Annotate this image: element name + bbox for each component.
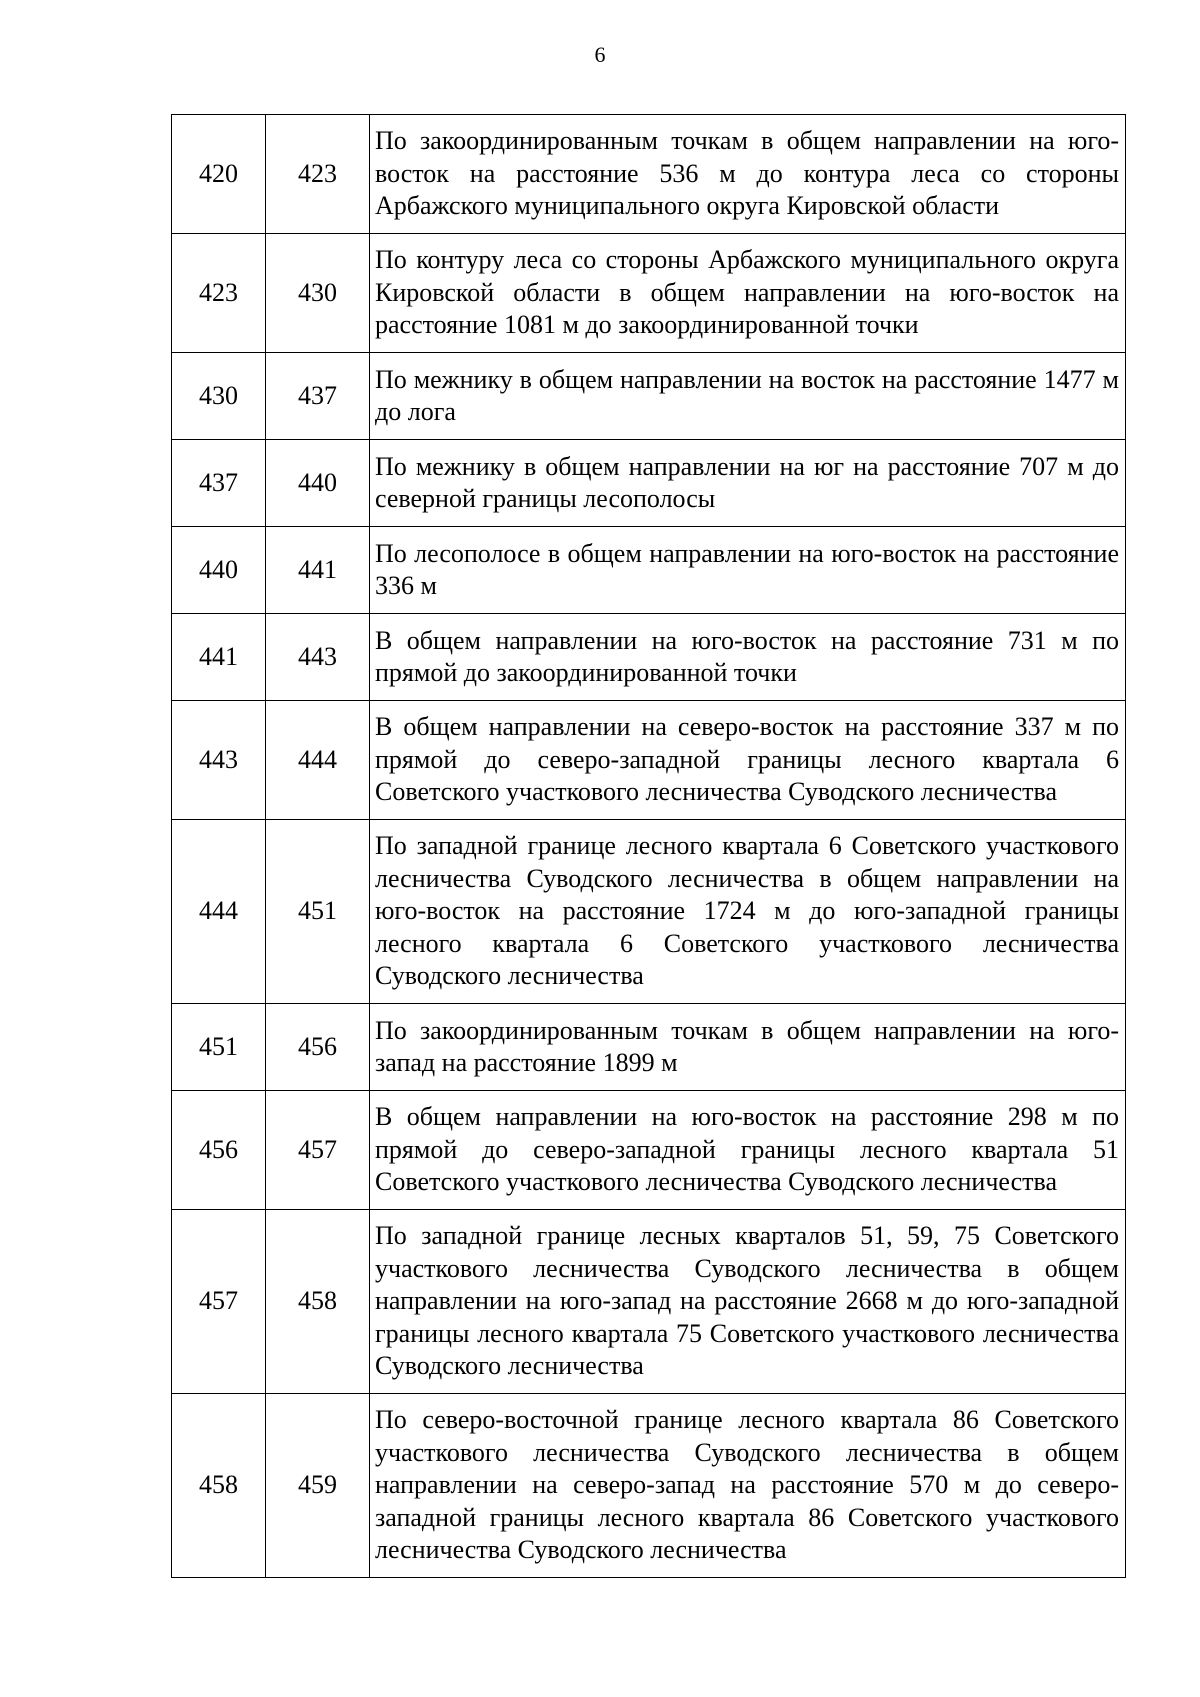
table-row xyxy=(172,614,1126,701)
table-row xyxy=(172,440,1126,527)
point-to-cell: 459 xyxy=(266,1394,370,1578)
point-to-cell: 457 xyxy=(266,1091,370,1210)
point-from-cell: 456 xyxy=(172,1091,266,1210)
table-row xyxy=(172,234,1126,353)
point-to-cell: 430 xyxy=(266,234,370,353)
boundary-description-cell: В общем направлении на северо-восток на расстояние 337 м по прямой до северо-западной границы лесного квартала 6 Советского участкового лесничества Суводского лесничества xyxy=(370,701,1126,820)
point-from-cell: 441 xyxy=(172,614,266,701)
boundary-description-cell: По межнику в общем направлении на восток на расстояние 1477 м до лога xyxy=(370,353,1126,440)
boundary-description-cell: По западной границе лесных кварталов 51, 59, 75 Советского участкового лесничества Суводского лесничества в общем направлении на юго-запад на расстояние 2668 м до юго-западной границы лесного квартала 75 Советского участкового лесничества Суводского лесничества xyxy=(370,1210,1126,1394)
table-row xyxy=(172,1091,1126,1210)
boundary-description-cell: По северо-восточной границе лесного квартала 86 Советского участкового лесничества Суводского лесничества в общем направлении на северо-запад на расстояние 570 м до северо-западной границы лесного квартала 86 Советского участкового лесничества Суводского лесничества xyxy=(370,1394,1126,1578)
point-from-cell: 457 xyxy=(172,1210,266,1394)
point-from-cell: 437 xyxy=(172,440,266,527)
point-to-cell: 451 xyxy=(266,820,370,1004)
point-from-cell: 451 xyxy=(172,1004,266,1091)
point-from-cell: 443 xyxy=(172,701,266,820)
table-row xyxy=(172,1004,1126,1091)
boundary-description-cell: По западной границе лесного квартала 6 Советского участкового лесничества Суводского лесничества в общем направлении на юго-восток на расстояние 1724 м до юго-западной границы лесного квартала 6 Советского участкового лесничества Суводского лесничества xyxy=(370,820,1126,1004)
table-row xyxy=(172,1394,1126,1578)
boundary-description-cell: По закоординированным точкам в общем направлении на юго-восток на расстояние 536 м до контура леса со стороны Арбажского муниципального округа Кировской области xyxy=(370,115,1126,234)
table-body xyxy=(172,115,1126,1578)
point-to-cell: 458 xyxy=(266,1210,370,1394)
point-from-cell: 444 xyxy=(172,820,266,1004)
point-to-cell: 441 xyxy=(266,527,370,614)
point-from-cell: 430 xyxy=(172,353,266,440)
table-row xyxy=(172,820,1126,1004)
point-to-cell: 443 xyxy=(266,614,370,701)
table-row xyxy=(172,1210,1126,1394)
boundary-description-cell: По закоординированным точкам в общем направлении на юго-запад на расстояние 1899 м xyxy=(370,1004,1126,1091)
boundary-description-cell: В общем направлении на юго-восток на расстояние 298 м по прямой до северо-западной границы лесного квартала 51 Советского участкового лесничества Суводского лесничества xyxy=(370,1091,1126,1210)
point-to-cell: 456 xyxy=(266,1004,370,1091)
table-row xyxy=(172,115,1126,234)
point-from-cell: 420 xyxy=(172,115,266,234)
point-from-cell: 440 xyxy=(172,527,266,614)
point-to-cell: 440 xyxy=(266,440,370,527)
boundary-description-table xyxy=(171,114,1126,1578)
boundary-description-cell: По межнику в общем направлении на юг на расстояние 707 м до северной границы лесополосы xyxy=(370,440,1126,527)
table-row xyxy=(172,353,1126,440)
point-to-cell: 437 xyxy=(266,353,370,440)
point-to-cell: 423 xyxy=(266,115,370,234)
boundary-description-cell: По контуру леса со стороны Арбажского муниципального округа Кировской области в общем направлении на юго-восток на расстояние 1081 м до закоординированной точки xyxy=(370,234,1126,353)
point-from-cell: 423 xyxy=(172,234,266,353)
table-row xyxy=(172,701,1126,820)
point-to-cell: 444 xyxy=(266,701,370,820)
point-from-cell: 458 xyxy=(172,1394,266,1578)
boundary-description-cell: В общем направлении на юго-восток на расстояние 731 м по прямой до закоординированной точки xyxy=(370,614,1126,701)
table-row xyxy=(172,527,1126,614)
boundary-description-cell: По лесополосе в общем направлении на юго-восток на расстояние 336 м xyxy=(370,527,1126,614)
page-number: 6 xyxy=(594,42,606,67)
